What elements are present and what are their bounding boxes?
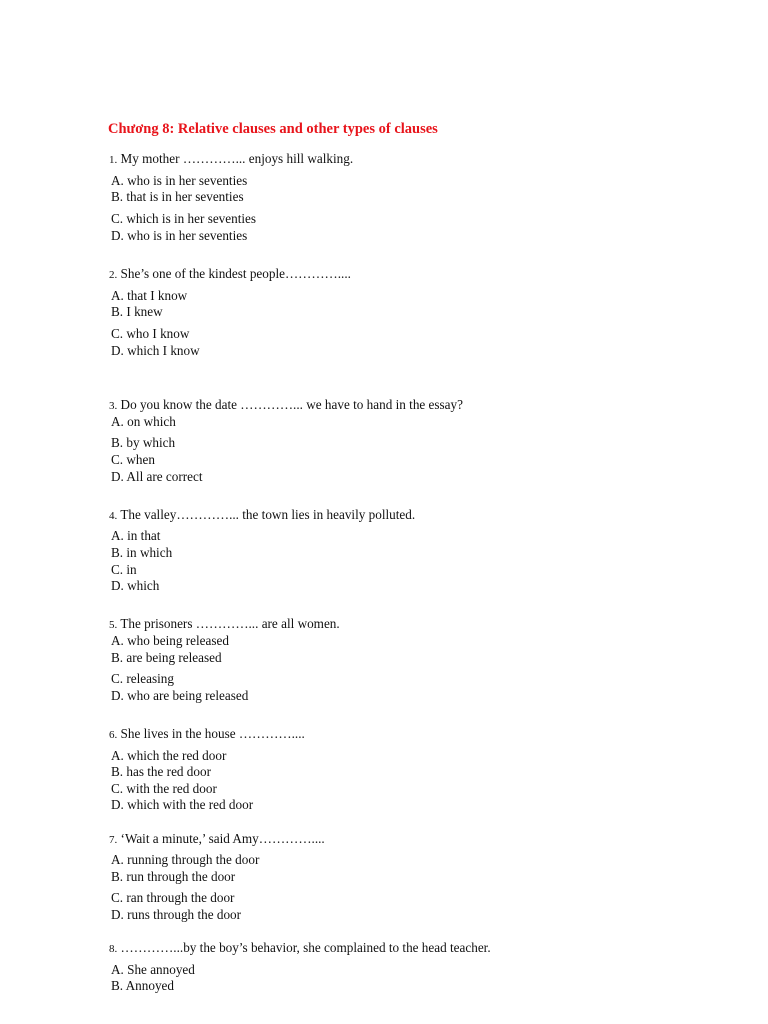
question-3 (109, 397, 463, 414)
question-number: 2. (109, 269, 118, 281)
option-2b: B. I knew (111, 304, 163, 319)
question-stem: She lives in the house ………….... (120, 726, 305, 741)
option-2d: D. which I know (111, 343, 200, 358)
question-stem: ‘Wait a minute,’ said Amy………….... (120, 831, 325, 846)
option-4b: B. in which (111, 545, 173, 560)
option-7a: A. running through the door (111, 852, 260, 867)
option-3b: B. by which (111, 435, 176, 450)
option-3c: C. when (111, 452, 155, 467)
question-number: 4. (109, 510, 118, 522)
option-4c: C. in (111, 562, 137, 577)
question-stem: She’s one of the kindest people………….... (120, 266, 351, 281)
question-4 (109, 507, 415, 524)
option-4a: A. in that (111, 528, 161, 543)
option-5a: A. who being released (111, 633, 229, 648)
option-3d: D. All are correct (111, 469, 203, 484)
option-3a: A. on which (111, 414, 176, 429)
option-2a: A. that I know (111, 288, 188, 303)
question-number: 7. (109, 834, 118, 846)
option-7b: B. run through the door (111, 869, 236, 884)
option-5d: D. who are being released (111, 688, 249, 703)
question-1 (109, 151, 353, 168)
question-6 (109, 726, 305, 743)
option-4d: D. which (111, 578, 160, 593)
option-1d: D. who is in her seventies (111, 228, 248, 243)
option-8b: B. Annoyed (111, 978, 175, 993)
question-7 (109, 831, 325, 848)
option-1a: A. who is in her seventies (111, 173, 248, 188)
question-number: 3. (109, 400, 118, 412)
question-stem: Do you know the date …………... we have to hand in the essay? (120, 397, 463, 412)
question-number: 6. (109, 729, 118, 741)
question-number: 1. (109, 154, 118, 166)
option-6d: D. which with the red door (111, 797, 254, 812)
question-8 (109, 940, 491, 957)
option-2c: C. who I know (111, 326, 190, 341)
question-stem: The prisoners …………... are all women. (120, 616, 340, 631)
option-1b: B. that is in her seventies (111, 189, 244, 204)
question-5 (109, 616, 340, 633)
question-2 (109, 266, 351, 283)
option-6a: A. which the red door (111, 748, 227, 763)
option-1c: C. which is in her seventies (111, 211, 257, 226)
option-5b: B. are being released (111, 650, 222, 665)
option-7c: C. ran through the door (111, 890, 235, 905)
option-6b: B. has the red door (111, 764, 211, 779)
question-stem: …………...by the boy’s behavior, she complained to the head teacher. (120, 940, 491, 955)
question-stem: The valley…………... the town lies in heavily polluted. (120, 507, 416, 522)
question-stem: My mother …………... enjoys hill walking. (120, 151, 354, 166)
option-8a: A. She annoyed (111, 962, 195, 977)
question-number: 8. (109, 943, 118, 955)
option-5c: C. releasing (111, 671, 174, 686)
option-6c: C. with the red door (111, 781, 217, 796)
chapter-title: Chương 8: Relative clauses and other types of clauses (108, 121, 438, 137)
option-7d: D. runs through the door (111, 907, 242, 922)
question-number: 5. (109, 619, 118, 631)
